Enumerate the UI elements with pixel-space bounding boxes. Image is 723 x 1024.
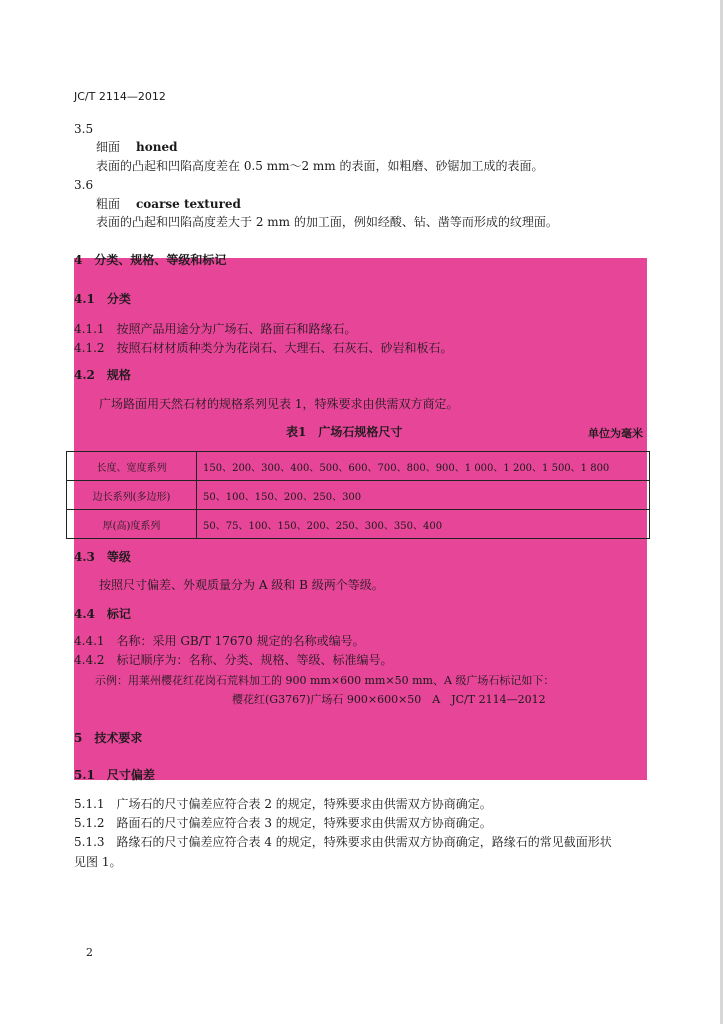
term-name-en: honed <box>136 140 178 154</box>
table-title: 表1 广场石规格尺寸 <box>286 425 403 439</box>
example-text: 示例：用莱州樱花红花岗石荒料加工的 900 mm×600 mm×50 mm、A 级广场石标记如下： <box>95 674 555 687</box>
example-mark: 樱花红(G3767)广场石 900×600×50 A JC/T 2114—2012 <box>232 693 546 706</box>
subsection-heading: 4.4 标记 <box>74 607 131 621</box>
subsection-heading: 4.2 规格 <box>74 368 131 382</box>
clause-item: 4.1.1 按照产品用途分为广场石、路面石和路缘石。 <box>74 322 357 336</box>
clause-item: 5.1.2 路面石的尺寸偏差应符合表 3 的规定，特殊要求由供需双方协商确定。 <box>74 816 492 830</box>
clause-item: 4.4.2 标记顺序为：名称、分类、规格、等级、标准编号。 <box>74 653 393 667</box>
table-row <box>67 481 650 510</box>
table-row-values: 50、75、100、150、200、250、300、350、400 <box>197 510 650 539</box>
table-row <box>67 510 650 539</box>
table-row-values: 150、200、300、400、500、600、700、800、900、1 000、1 200、1 500、1 800 <box>197 452 650 481</box>
subsection-heading: 4.1 分类 <box>74 292 131 306</box>
term-definition: 表面的凸起和凹陷高度差大于 2 mm 的加工面，例如经酸、钻、凿等而形成的纹理面。 <box>96 215 558 229</box>
clause-item: 4.1.2 按照石材材质种类分为花岗石、大理石、石灰石、砂岩和板石。 <box>74 341 453 355</box>
page-number: 2 <box>86 946 93 959</box>
clause-item: 4.4.1 名称：采用 GB/T 17670 规定的名称或编号。 <box>74 634 365 648</box>
table-row-label: 厚(高)度系列 <box>67 510 197 539</box>
paragraph: 广场路面用天然石材的规格系列见表 1，特殊要求由供需双方商定。 <box>99 397 459 411</box>
spec-table <box>66 451 650 539</box>
section-heading: 4 分类、规格、等级和标记 <box>74 253 227 267</box>
subsection-heading: 4.3 等级 <box>74 550 131 564</box>
subsection-heading: 5.1 尺寸偏差 <box>74 768 155 782</box>
term-name-en: coarse textured <box>136 197 241 211</box>
term-number: 3.6 <box>74 178 94 192</box>
table-unit: 单位为毫米 <box>588 427 643 440</box>
term-definition: 表面的凸起和凹陷高度差在 0.5 mm～2 mm 的表面，如粗磨、砂锯加工成的表面。 <box>96 159 544 173</box>
clause-item: 5.1.3 路缘石的尺寸偏差应符合表 4 的规定，特殊要求由供需双方协商确定，路缘石的常见截面形状 <box>74 835 612 849</box>
table-row <box>67 452 650 481</box>
term-number: 3.5 <box>74 122 94 136</box>
term-name-cn: 粗面 <box>96 197 121 211</box>
term-name-cn: 细面 <box>96 140 121 154</box>
table-row-label: 边长系列(多边形) <box>67 481 197 510</box>
table-row-values: 50、100、150、200、250、300 <box>197 481 650 510</box>
standard-code: JC/T 2114—2012 <box>74 90 166 103</box>
table-row-label: 长度、宽度系列 <box>67 452 197 481</box>
paragraph: 按照尺寸偏差、外观质量分为 A 级和 B 级两个等级。 <box>99 578 384 592</box>
clause-item: 5.1.1 广场石的尺寸偏差应符合表 2 的规定，特殊要求由供需双方协商确定。 <box>74 797 492 811</box>
section-heading: 5 技术要求 <box>74 731 143 745</box>
clause-continuation: 见图 1。 <box>74 855 122 869</box>
